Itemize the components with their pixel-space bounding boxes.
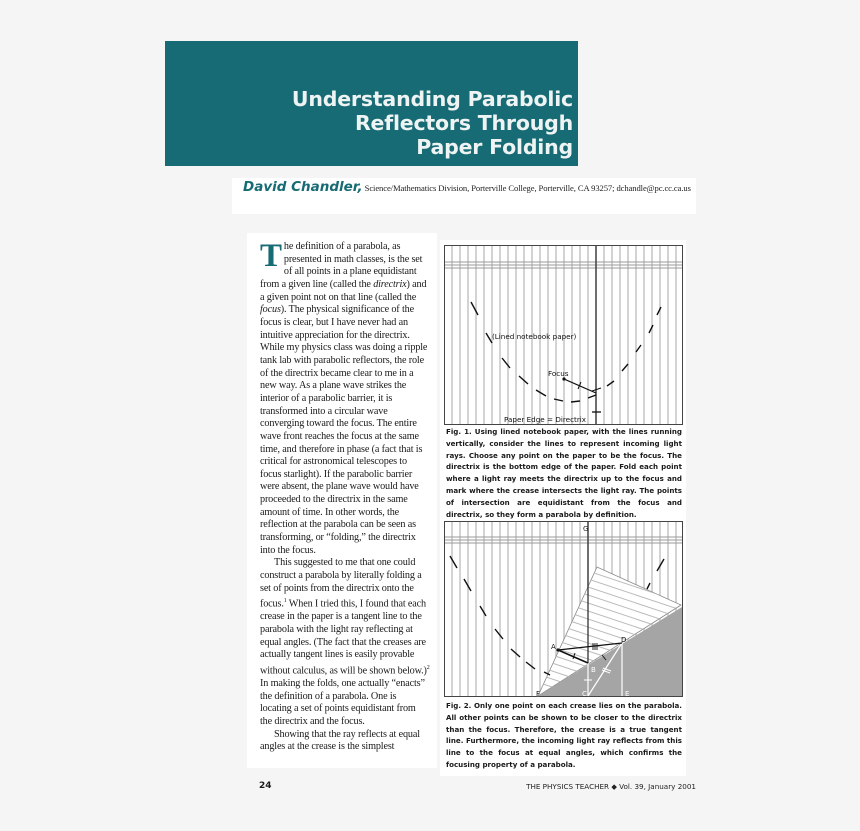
title-line-1: Understanding Parabolic	[291, 87, 573, 111]
byline	[243, 178, 691, 196]
author-affiliation: Science/Mathematics Division, Porterville College, Porterville, CA 93257; dchandle@pc.cc.ca.us	[362, 183, 691, 193]
term-focus: focus	[260, 304, 281, 316]
page-number: 24	[259, 781, 272, 791]
body-column	[247, 233, 437, 768]
drop-cap: T	[260, 238, 282, 274]
title-banner	[165, 41, 578, 166]
label-f: F	[536, 690, 541, 697]
figure-1-caption: Fig. 1. Using lined notebook paper, with the lines running vertically, consider the lines to represent incoming light rays. Choose any point on the paper to be the focus. The directrix is the bottom edge of the paper. Fold each point where a light ray meets the directrix up to the focus and mark where the crease intersects the light ray. The points of intersection are equidistant from the focus and directrix, so they form a parabola by definition.	[446, 427, 682, 519]
label-c: C	[582, 690, 587, 697]
paragraph-2: This suggested to me that one could construct a parabola by literally folding a set of points from the directrix onto the focus.$^1$ When I tried this, I found that each crease in the paper is a tangent line to the parabola with the light ray reflecting at equal angles. (The fact that the creases are actually tangent lines is easily provable without calculus, as will be shown below.)$^2$ In making the folds, one actually “enacts” the definition of a parabola. One is locating a set of points equidistant from the directrix and the focus.	[260, 557, 430, 728]
label-d: D	[621, 636, 627, 644]
figure-column	[440, 240, 686, 776]
title-line-2: Reflectors Through	[354, 111, 573, 135]
journal-footer: THE PHYSICS TEACHER ◆ Vol. 39, January 2001	[526, 782, 696, 791]
footnote-ref-1: 1	[283, 598, 287, 605]
author-name: David Chandler,	[243, 179, 363, 195]
label-focus: Focus	[548, 369, 569, 378]
label-a: A	[551, 643, 556, 651]
figure-1-diagram	[444, 245, 683, 425]
title-line-3: Paper Folding	[416, 135, 573, 159]
term-directrix: directrix	[373, 278, 407, 290]
label-directrix: Paper Edge = Directrix	[504, 415, 587, 424]
label-g: G	[583, 525, 589, 533]
byline-box	[232, 178, 696, 214]
figure-2-diagram	[444, 521, 683, 697]
label-e: E	[625, 690, 630, 697]
footnote-ref-2: 2	[426, 665, 430, 672]
article-body	[260, 238, 430, 754]
paragraph-3: Showing that the ray reflects at equal angles at the crease is the simplest	[260, 728, 420, 753]
article-title	[292, 87, 573, 159]
paragraph-1: The definition of a parabola, as presented in math classes, is the set of all points in a plane equidistant from a given line (called the directrix) and a given point not on that line (called the focus). The physical significance of the focus is clear, but I have never had an intuitive appreciation for the directrix. While my physics class was doing a ripple tank lab with parabolic reflectors, the role of the directrix became clear to me in a new way. As a plane wave strikes the interior of a parabolic barrier, it is transformed into a circular wave converging toward the focus. The entire wave front reaches the focus at the same time, and therefore in phase (a fact that is critical for astronomical telescopes to focus starlight). If the parabolic barrier were absent, the plane wave would have proceeded to the directrix in the same amount of time. In other words, the reflection at the parabola can be seen as transforming, or “folding,” the directrix into the focus.	[260, 238, 428, 556]
figure-2-caption: Fig. 2. Only one point on each crease lies on the parabola. All other points can be shown to be closer to the directrix than the focus. Therefore, the crease is a true tangent line. Furthermore, the incoming light ray reflects from this line to the focus at equal angles, which confirms the focusing property of a parabola.	[446, 701, 682, 769]
label-lined-paper: (Lined notebook paper)	[492, 332, 577, 341]
label-b: B	[591, 666, 596, 674]
